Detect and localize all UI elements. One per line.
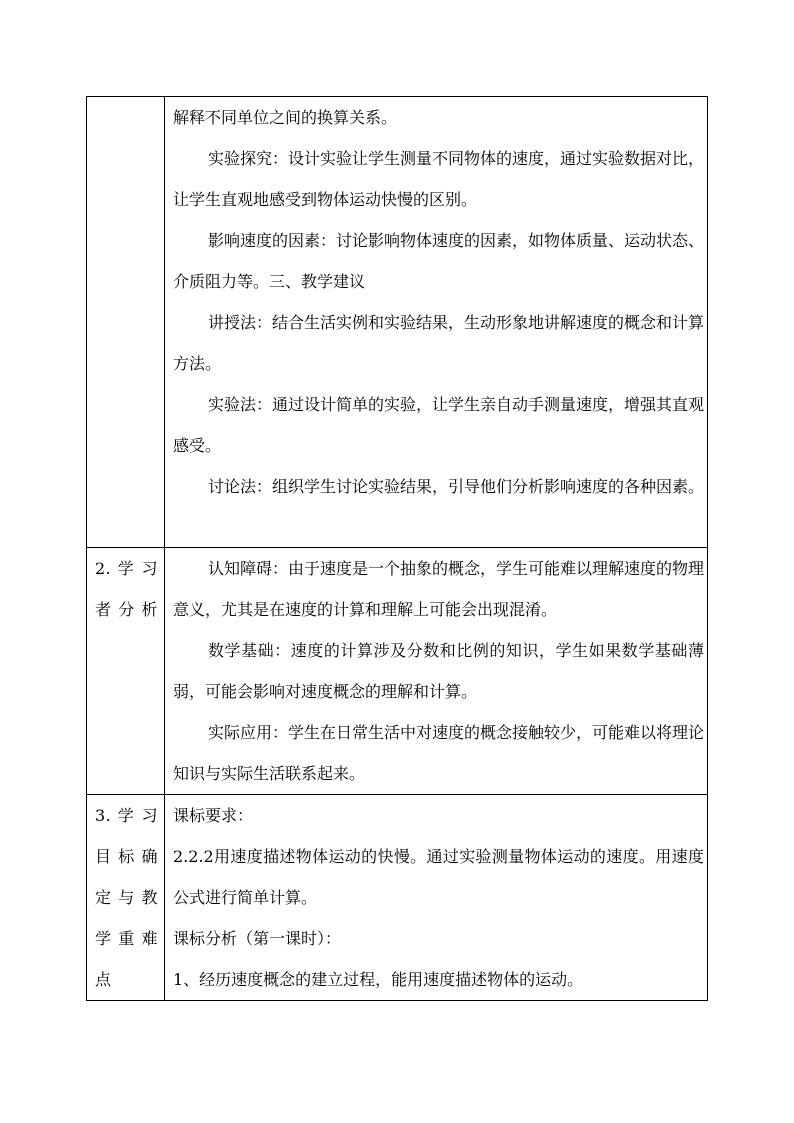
- row-label-line: 定 与 教: [95, 888, 158, 907]
- table-row: [87, 795, 708, 1001]
- row-label-line: 目 标 确: [95, 847, 158, 866]
- row-content-cell: [165, 548, 708, 795]
- paragraph: 课标分析（第一课时）：: [173, 929, 342, 948]
- table-row: [87, 97, 708, 548]
- lesson-plan-table: [86, 96, 708, 1001]
- paragraph: 数学基础：速度的计算涉及分数和比例的知识，学生如果数学基础薄弱，可能会影响对速度概念的理解和计算。: [173, 641, 704, 701]
- paragraph: 认知障碍：由于速度是一个抽象的概念，学生可能难以理解速度的物理意义，尤其是在速度的计算和理解上可能会出现混淆。: [173, 559, 705, 619]
- row-label-line: 3. 学 习: [95, 806, 158, 825]
- table-row: [87, 548, 708, 795]
- paragraph: 讲授法：结合生活实例和实验结果，生动形象地讲解速度的概念和计算方法。: [173, 313, 705, 373]
- paragraph: 1、经历速度概念的建立过程，能用速度描述物体的运动。: [173, 970, 584, 989]
- row-label-line: 者分析: [95, 600, 158, 619]
- paragraph: 课标要求：: [173, 806, 254, 825]
- paragraph: 2.2.2用速度描述物体运动的快慢。通过实验测量物体运动的速度。用速度公式进行简单计算。: [173, 847, 704, 907]
- paragraph: 影响速度的因素：讨论影响物体速度的因素，如物体质量、运动状态、介质阻力等。三、教学建议: [173, 231, 705, 291]
- paragraph: 实验法：通过设计简单的实验，让学生亲自动手测量速度，增强其直观感受。: [173, 395, 705, 455]
- row-label-line: 点: [95, 970, 112, 989]
- row-label-cell: [87, 97, 165, 548]
- row-label-cell: [87, 795, 165, 1001]
- paragraph: 讨论法：组织学生讨论实验结果，引导他们分析影响速度的各种因素。: [208, 477, 705, 496]
- row-content-cell: [165, 795, 708, 1001]
- paragraph: 解释不同单位之间的换算关系。: [173, 108, 398, 127]
- paragraph: 实验探究：设计实验让学生测量不同物体的速度，通过实验数据对比，让学生直观地感受到物体运动快慢的区别。: [173, 149, 705, 209]
- row-label-cell: [87, 548, 165, 795]
- row-label-line: 2. 学 习: [95, 559, 158, 578]
- row-content-cell: [165, 97, 708, 548]
- paragraph: 实际应用：学生在日常生活中对速度的概念接触较少，可能难以将理论知识与实际生活联系起来。: [173, 723, 705, 783]
- row-label-line: 学 重 难: [95, 929, 158, 948]
